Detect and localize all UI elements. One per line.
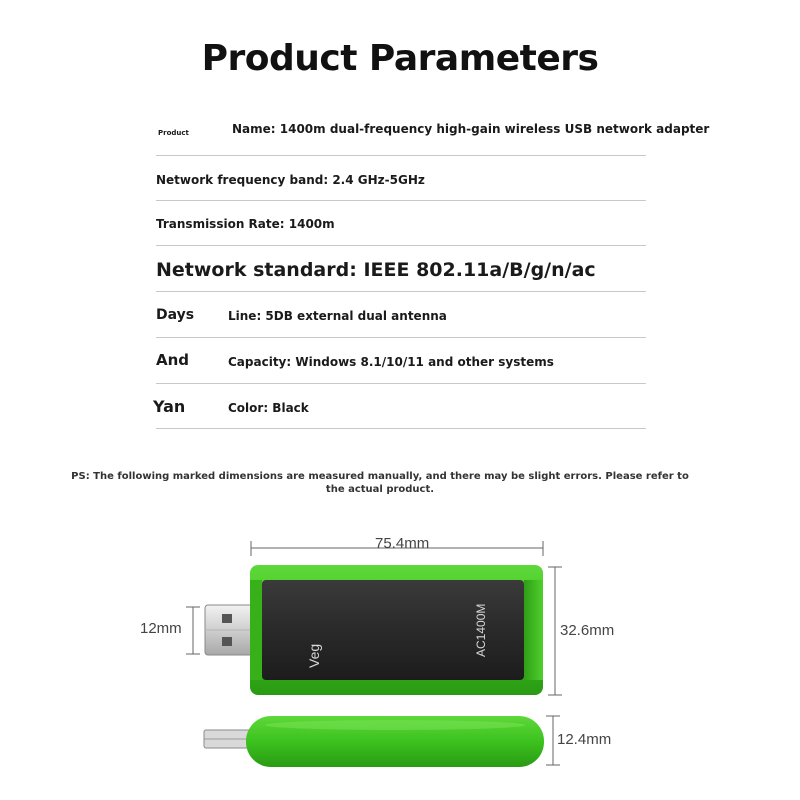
product-label: Product (158, 129, 189, 137)
adapter-body (250, 565, 543, 695)
param-band: Network frequency band: 2.4 GHz-5GHz (156, 173, 425, 187)
days-label: Days (156, 307, 195, 323)
device-logo: Veg (306, 643, 322, 668)
length-dimension-label: 75.4mm (375, 535, 430, 552)
param-name: Name: 1400m dual-frequency high-gain wireless USB network adapter (232, 122, 710, 136)
measurement-note: PS: The following marked dimensions are measured manually, and there may be slight errors. Please refer to the actual product. (71, 471, 689, 495)
adapter-side-profile (204, 716, 544, 767)
and-label: And (156, 351, 190, 369)
plug-height-dimension-label: 12mm (140, 620, 182, 637)
param-color: Color: Black (228, 401, 309, 415)
yan-label: Yan (153, 397, 186, 416)
plug-height-dimension-line (186, 607, 200, 654)
param-standard: Network standard: IEEE 802.11a/B/g/n/ac (156, 259, 596, 281)
param-capacity: Capacity: Windows 8.1/10/11 and other systems (228, 355, 554, 369)
usb-plug (205, 605, 257, 655)
thickness-dimension-label: 12.4mm (557, 731, 612, 748)
body-height-dimension-label: 32.6mm (560, 622, 615, 639)
page-title: Product Parameters (201, 38, 599, 79)
device-model: AC1400M (474, 603, 488, 657)
param-rate: Transmission Rate: 1400m (156, 217, 335, 231)
param-line: Line: 5DB external dual antenna (228, 309, 447, 323)
